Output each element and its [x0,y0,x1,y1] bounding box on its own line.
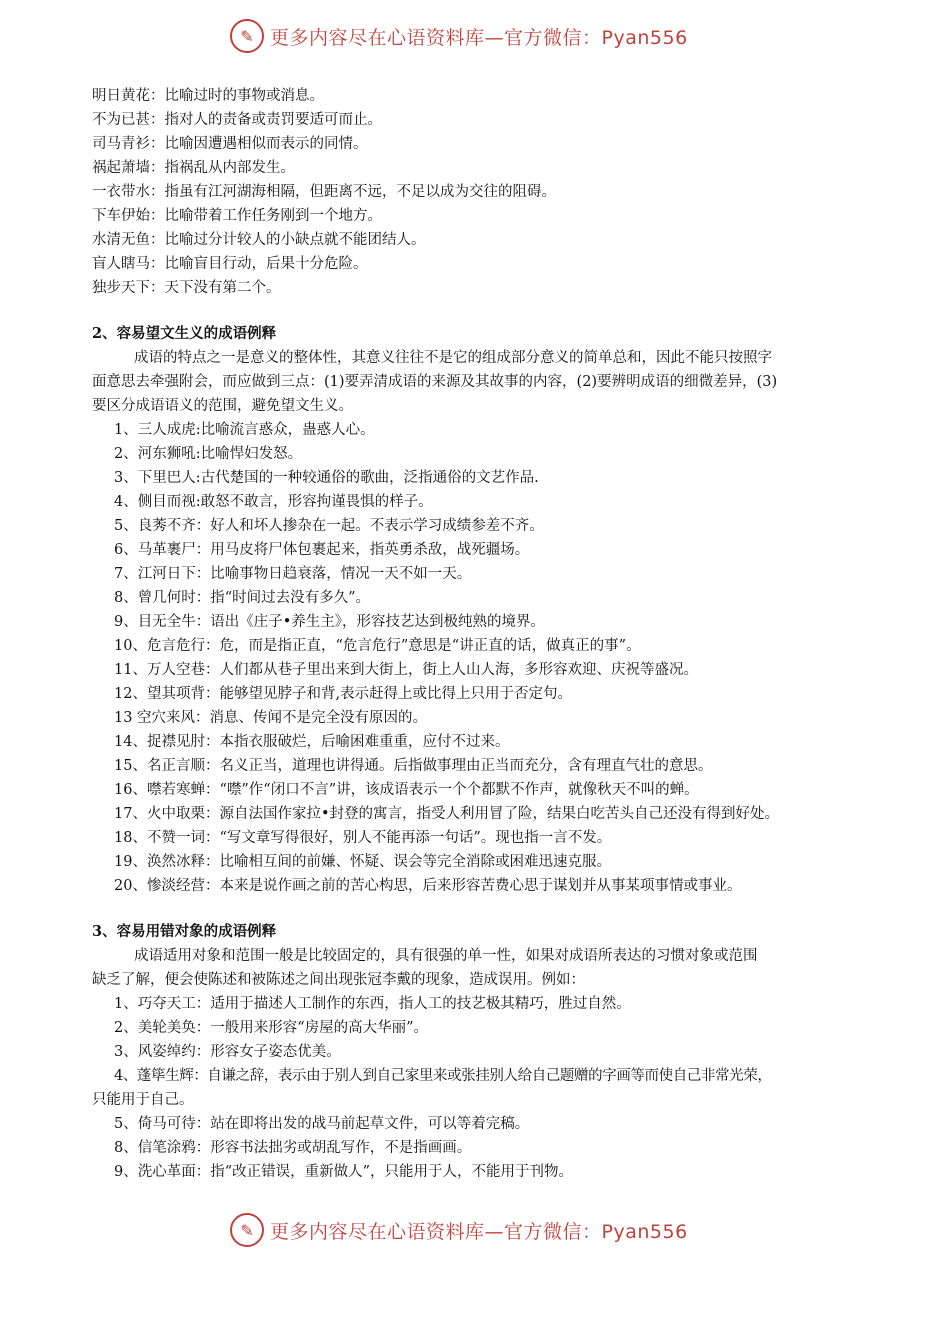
list-item: 5、倚马可待：站在即将出发的战马前起草文件，可以等着完稿。 [114,1116,530,1132]
list-item: 4、蓬筚生辉：自谦之辞，表示由于别人到自己家里来或张挂别人给自己题赠的字画等而使自己非常光荣， [114,1068,772,1084]
list-item: 8、信笔涂鸦：形容书法拙劣或胡乱写作，不是指画画。 [114,1140,472,1156]
section-3-heading: 3、容易用错对象的成语例释 [92,923,277,940]
banner-text: 更多内容尽在心语资料库—官方微信：Pyan556 [270,26,688,49]
list-item: 9、洗心革面：指“改正错误，重新做人”，只能用于人，不能用于刊物。 [114,1164,574,1180]
list-item-continuation: 只能用于自己。 [92,1092,194,1108]
document-body [92,84,862,1184]
list-item: 8、曾几何时：指“时间过去没有多久”。 [114,590,371,606]
list-item: 3、风姿绰约：形容女子姿态优美。 [114,1044,341,1060]
list-item: 18、不赞一词：“写文章写得很好，别人不能再添一句话”。现也指一言不发。 [114,830,612,846]
list-item: 12、望其项背：能够望见脖子和背,表示赶得上或比得上只用于否定句。 [114,686,573,702]
section-3-list [92,992,862,1184]
list-item: 7、江河日下：比喻事物日趋衰落，情况一天不如一天。 [114,566,472,582]
list-item: 明日黄花：比喻过时的事物或消息。 [92,88,324,104]
section-2-heading: 2、容易望文生义的成语例释 [92,325,277,342]
list-item: 13 空穴来风：消息、传闻不是完全没有原因的。 [114,710,428,726]
list-item: 15、名正言顺：名义正当，道理也讲得通。后指做事理由正当而充分，含有理直气壮的意思。 [114,758,713,774]
list-item: 4、侧目而视:敢怒不敢言，形容拘谨畏惧的样子。 [114,494,433,510]
list-item: 14、捉襟见肘：本指衣服破烂，后喻困难重重，应付不过来。 [114,734,510,750]
top-idiom-list [92,84,862,300]
pen-logo-icon: ✎ [230,1213,264,1247]
banner-text: 更多内容尽在心语资料库—官方微信：Pyan556 [270,1220,688,1243]
list-item: 司马青衫：比喻因遭遇相似而表示的同情。 [92,136,368,152]
list-item: 10、危言危行：危，而是指正直，“危言危行”意思是“讲正直的话，做真正的事”。 [114,638,641,654]
list-item: 一衣带水：指虽有江河湖海相隔，但距离不远，不足以成为交往的阻碍。 [92,184,556,200]
list-item: 祸起萧墙：指祸乱从内部发生。 [92,160,295,176]
intro-line: 成语的特点之一是意义的整体性，其意义往往不是它的组成部分意义的简单总和，因此不能只按照字 [134,350,772,366]
intro-line: 成语适用对象和范围一般是比较固定的，具有很强的单一性，如果对成语所表达的习惯对象或范围 [134,948,758,964]
list-item: 下车伊始：比喻带着工作任务刚到一个地方。 [92,208,382,224]
footer-banner [230,1210,750,1250]
list-item: 20、惨淡经营：本来是说作画之前的苦心构思，后来形容苦费心思于谋划并从事某项事情或事业。 [114,878,742,894]
list-item: 19、涣然冰释：比喻相互间的前嫌、怀疑、误会等完全消除或困难迅速克服。 [114,854,611,870]
intro-line: 要区分成语语义的范围，避免望文生义。 [92,398,353,414]
list-item: 盲人瞎马：比喻盲目行动，后果十分危险。 [92,256,368,272]
list-item: 2、河东狮吼:比喻悍妇发怒。 [114,446,303,462]
section-2-intro [92,346,862,418]
list-item: 3、下里巴人:古代楚国的一种较通俗的歌曲，泛指通俗的文艺作品. [114,470,539,486]
list-item: 6、马革裹尸：用马皮将尸体包裹起来，指英勇杀敌，战死疆场。 [114,542,530,558]
list-item: 11、万人空巷：人们都从巷子里出来到大街上，街上人山人海，多形容欢迎、庆祝等盛况。 [114,662,698,678]
section-2-list [92,418,862,898]
list-item: 5、良莠不齐：好人和坏人掺杂在一起。不表示学习成绩参差不齐。 [114,518,544,534]
list-item: 17、火中取栗：源自法国作家拉•封登的寓言，指受人利用冒了险，结果白吃苦头自己还没有得到好处。 [114,806,779,822]
list-item: 2、美轮美奂：一般用来形容“房屋的高大华丽”。 [114,1020,429,1036]
intro-line: 面意思去牵强附会，而应做到三点：(1)要弄清成语的来源及其故事的内容，(2)要辨明成语的细微差异，(3) [92,374,778,390]
list-item: 不为已甚：指对人的责备或责罚要适可而止。 [92,112,382,128]
list-item: 独步天下：天下没有第二个。 [92,280,281,296]
pen-logo-icon: ✎ [230,19,264,53]
list-item: 9、目无全牛：语出《庄子•养生主》，形容技艺达到极纯熟的境界。 [114,614,546,630]
intro-line: 缺乏了解，便会使陈述和被陈述之间出现张冠李戴的现象，造成误用。例如： [92,972,585,988]
list-item: 水清无鱼：比喻过分计较人的小缺点就不能团结人。 [92,232,426,248]
section-3-intro [92,944,862,992]
list-item: 16、噤若寒蝉：“噤”作“闭口不言”讲，该成语表示一个个都默不作声，就像秋天不叫的蝉。 [114,782,699,798]
list-item: 1、巧夺天工：适用于描述人工制作的东西，指人工的技艺极其精巧，胜过自然。 [114,996,631,1012]
header-banner [230,16,750,56]
list-item: 1、三人成虎:比喻流言惑众，蛊惑人心。 [114,422,375,438]
